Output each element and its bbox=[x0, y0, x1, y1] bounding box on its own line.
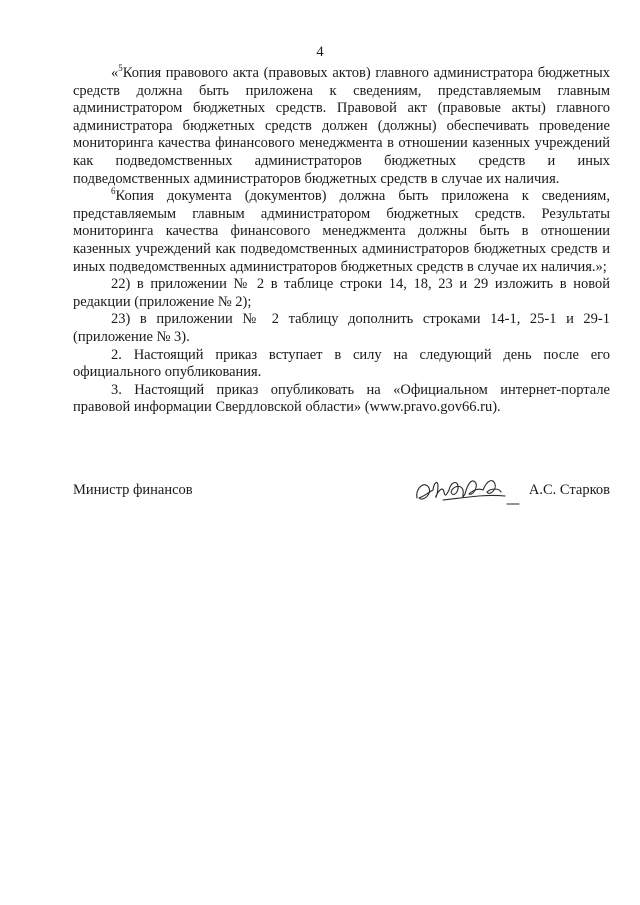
footnote-6-text: Копия документа (документов) должна быть приложена к сведениям, представляемым главным администратором бюджетных средств. Результаты мониторинга качества финансового менеджмента должны быть в отношении казенных учреждений как подведомственных администраторов бюджетных средств и иных подведомственных администраторов бюджетных средств в случае их наличия.»; bbox=[73, 188, 610, 275]
open-quote: « bbox=[111, 65, 119, 81]
footnote-5-mark: 5 bbox=[118, 63, 123, 73]
signature-block bbox=[73, 474, 610, 514]
page-number: 4 bbox=[316, 44, 324, 60]
signer-name: А.С. Старков bbox=[528, 482, 610, 498]
item-23-paragraph: 23) в приложении № 2 таблицу дополнить строками 14-1, 25-1 и 29-1 (приложение № 3). bbox=[73, 311, 610, 345]
clause-2-paragraph: 2. Настоящий приказ вступает в силу на следующий день после его официального опубликования. bbox=[73, 346, 610, 381]
signer-title: Министр финансов bbox=[73, 482, 193, 498]
document-body bbox=[73, 65, 610, 417]
footnote-6-paragraph bbox=[73, 188, 610, 276]
footnote-6-mark: 6 bbox=[111, 186, 116, 197]
handwritten-signature bbox=[413, 474, 525, 510]
item-22-paragraph: 22) в приложении № 2 в таблице строки 14, 18, 23 и 29 изложить в новой редакции (приложение № 2); bbox=[73, 276, 610, 310]
clause-3-paragraph: 3. Настоящий приказ опубликовать на «Официальном интернет-портале правовой информации Свердловской области» (www.pravo.gov66.ru). bbox=[73, 381, 610, 416]
footnote-5-text: Копия правового акта (правовых актов) главного администратора бюджетных средств должна быть приложена к сведениям, представляемым главным администратором бюджетных средств. Правовой акт (правовые акты) главного администратора бюджетных средств должен (должны) обеспечивать проведение мониторинга качества финансового менеджмента в отношении казенных учреждений как подведомственных администраторов бюджетных средств и иных подведомственных администраторов бюджетных средств в случае их наличия. bbox=[73, 65, 610, 187]
footnote-5-paragraph bbox=[73, 65, 610, 188]
